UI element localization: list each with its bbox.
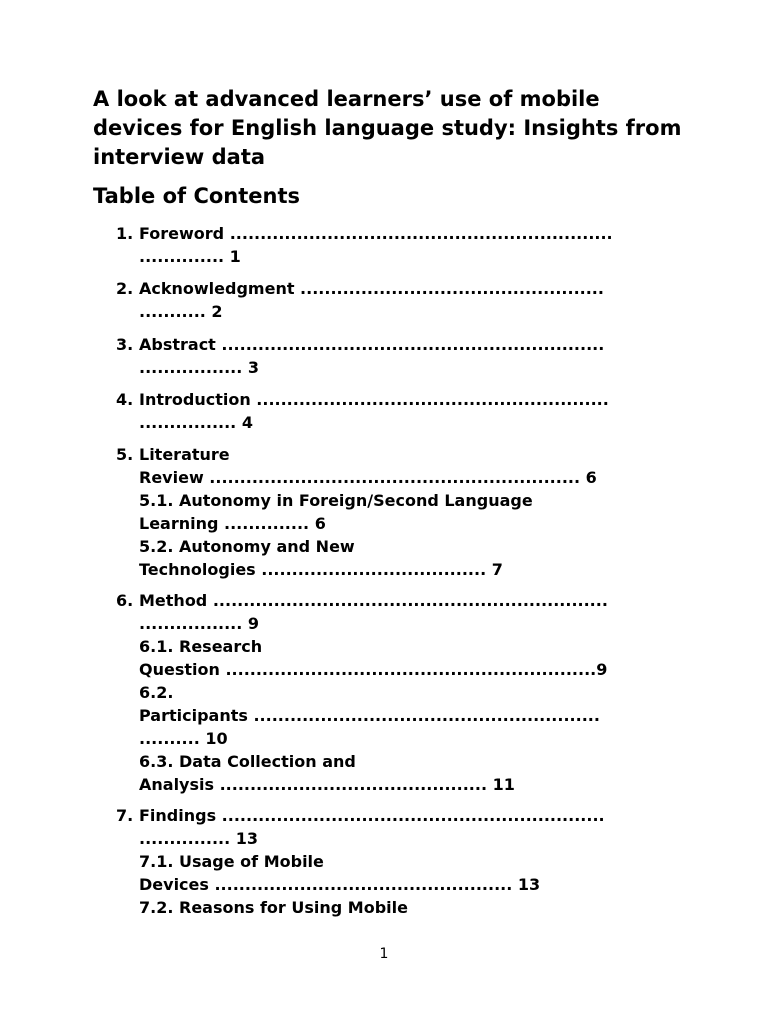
toc-subentry-line[interactable]: .......... 10 [139, 729, 228, 748]
toc-entry-number: 2. [116, 279, 134, 298]
toc-entry-line[interactable]: Findings ............................................................... [139, 806, 605, 825]
toc-entry-number: 3. [116, 335, 134, 354]
toc-subentry-line[interactable]: Analysis ............................................ 11 [139, 775, 515, 794]
toc-entry-number: 4. [116, 390, 134, 409]
toc-subentry-line[interactable]: 6.1. Research [139, 637, 263, 656]
toc-subentry-line[interactable]: 7.1. Usage of Mobile [139, 852, 324, 871]
toc-entry-line[interactable]: ................. 9 [139, 614, 260, 633]
toc-entry-line[interactable]: Acknowledgment .................................................. [139, 279, 604, 298]
toc-subentry-line[interactable]: 7.2. Reasons for Using Mobile [139, 898, 408, 917]
toc-entry-line[interactable]: Method ................................................................. [139, 591, 608, 610]
toc-subentry-line[interactable]: Question .............................................................9 [139, 660, 608, 679]
toc-entry-line[interactable]: .............. 1 [139, 247, 241, 266]
toc-entry-line[interactable]: ................. 3 [139, 358, 260, 377]
toc-subentry-line[interactable]: 5.2. Autonomy and New [139, 537, 355, 556]
toc-entry-line[interactable]: ................ 4 [139, 413, 253, 432]
toc-subentry-line[interactable]: Devices ................................................. 13 [139, 875, 541, 894]
toc-subentry-line[interactable]: 5.1. Autonomy in Foreign/Second Language [139, 491, 533, 510]
toc-entry-line[interactable]: Abstract ............................................................... [139, 335, 605, 354]
toc-entry-line[interactable]: Foreword ............................................................... [139, 224, 613, 243]
page-number: 1 [379, 946, 389, 962]
toc-entry-number: 7. [116, 806, 134, 825]
toc-entry-line[interactable]: Introduction .......................................................... [139, 390, 609, 409]
toc-subentry-line[interactable]: Technologies ..................................... 7 [139, 560, 503, 579]
toc-entry-number: 5. [116, 445, 134, 464]
toc-entry-line[interactable]: Review ............................................................. 6 [139, 468, 597, 487]
toc-entry-line[interactable]: ............... 13 [139, 829, 259, 848]
toc-entry-number: 1. [116, 224, 134, 243]
document-title: A look at advanced learners’ use of mobile devices for English language study: Insights from interview data [93, 87, 682, 169]
toc-subentry-line[interactable]: 6.3. Data Collection and [139, 752, 356, 771]
toc-entry-line[interactable]: ........... 2 [139, 302, 223, 321]
toc-entry-number: 6. [116, 591, 134, 610]
toc-subentry-line[interactable]: 6.2. [139, 683, 174, 702]
toc-heading: Table of Contents [93, 184, 301, 208]
toc-subentry-line[interactable]: Participants ......................................................... [139, 706, 600, 725]
toc-subentry-line[interactable]: Learning .............. 6 [139, 514, 326, 533]
toc-entry-line[interactable]: Literature [139, 445, 230, 464]
